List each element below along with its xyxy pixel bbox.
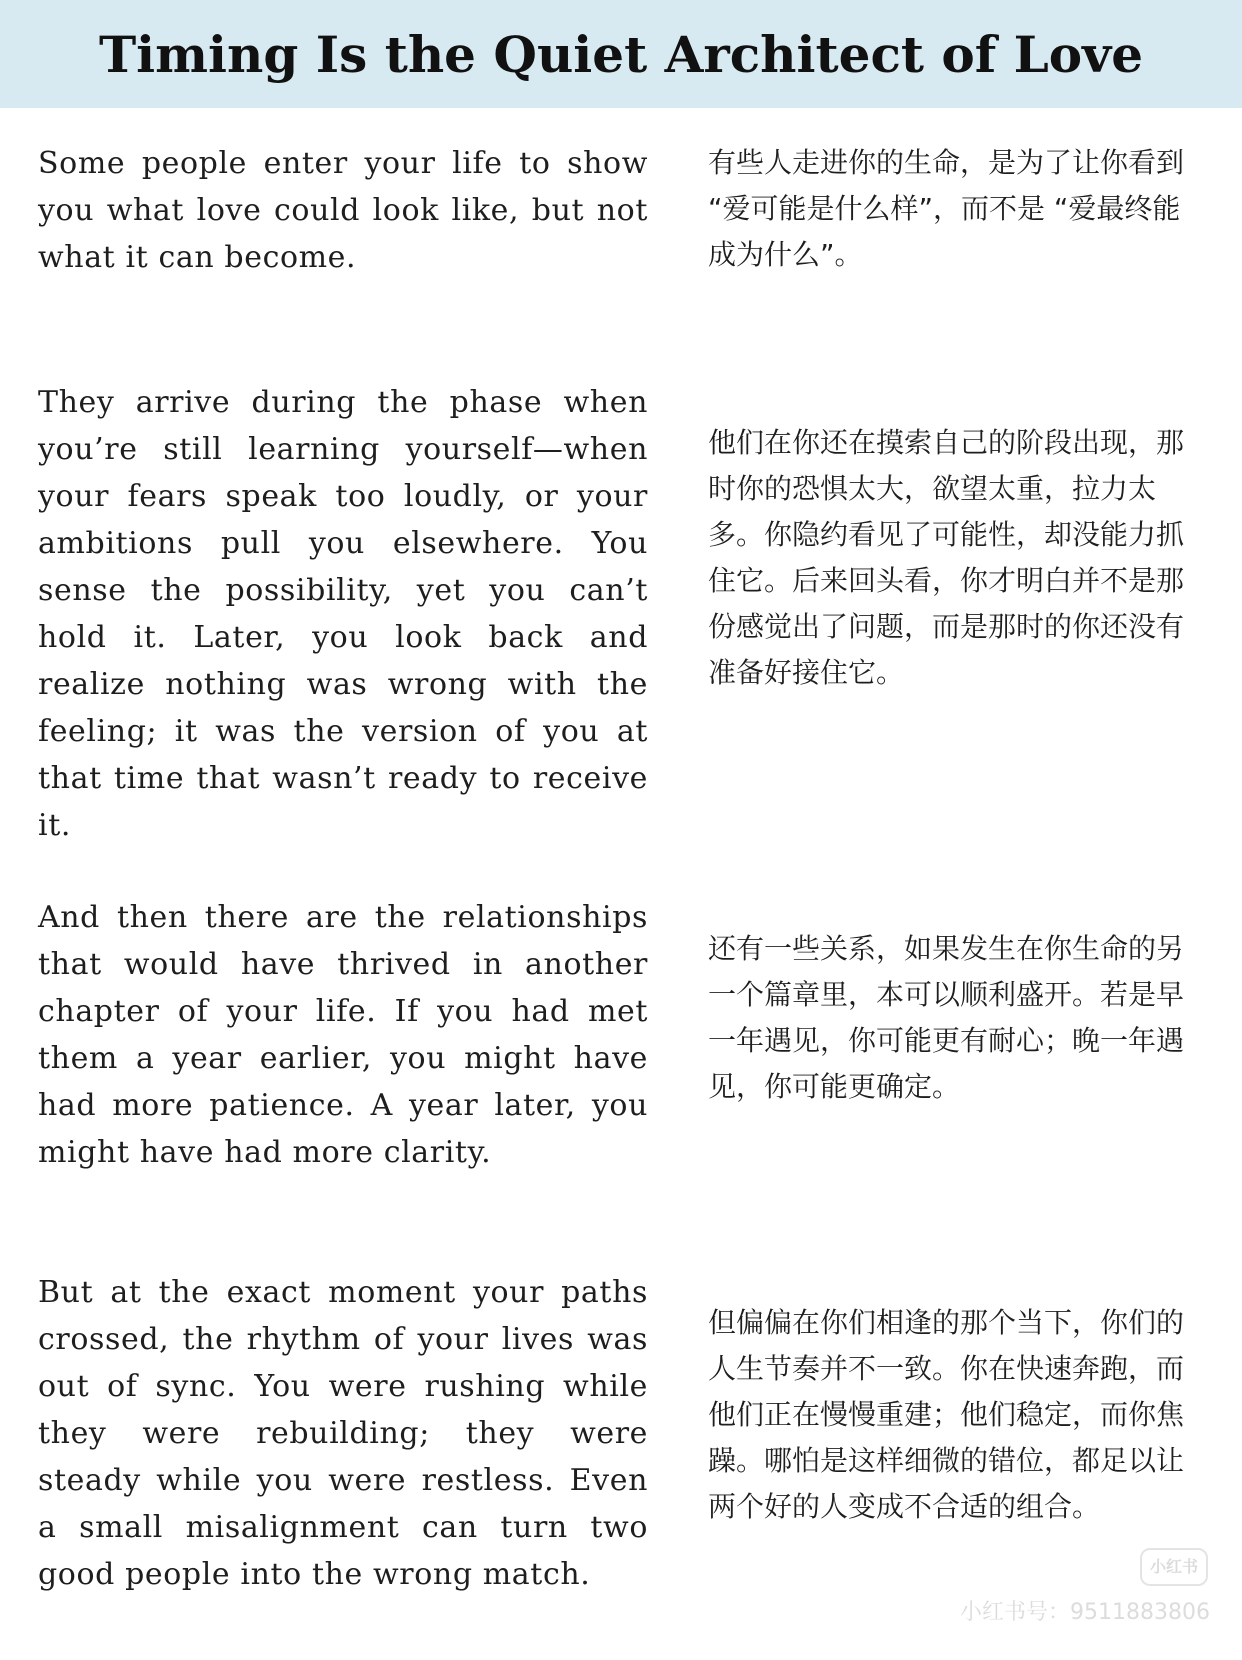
watermark-logo: 小红书 xyxy=(1140,1548,1208,1586)
paragraph-1-english: Some people enter your life to show you what love could look like, but not what it can become. xyxy=(38,146,648,275)
paragraph-4-chinese: 但偏偏在你们相逢的那个当下，你们的人生节奏并不一致。你在快速奔跑，而他们正在慢慢重建；他们稳定，而你焦躁。哪怕是这样细微的错位，都足以让两个好的人变成不合适的组合。 xyxy=(708,1306,1185,1523)
paragraph-2-english: They arrive during the phase when you’re still learning yourself—when your fears speak too loudly, or your ambitions pull you elsewhere. You sense the possibility, yet you can’t hold it. Later, you look back and realize nothing was wrong with the feeling; it was the version of you at that time that wasn’t ready to receive it. xyxy=(38,385,648,843)
page-title: Timing Is the Quiet Architect of Love xyxy=(98,25,1144,84)
paragraph-4-english: But at the exact moment your paths crossed, the rhythm of your lives was out of sync. You were rushing while they were rebuilding; they were steady while you were restless. Even a small misalignment can turn two good people into the wrong match. xyxy=(38,1275,648,1592)
paragraph-1-chinese: 有些人走进你的生命，是为了让你看到 “爱可能是什么样”，而不是 “爱最终能成为什么”。 xyxy=(708,146,1185,271)
paragraph-2-chinese: 他们在你还在摸索自己的阶段出现，那时你的恐惧太大，欲望太重，拉力太多。你隐约看见了可能性，却没能力抓住它。后来回头看，你才明白并不是那份感觉出了问题，而是那时的你还没有准备好接住它。 xyxy=(708,426,1185,689)
paragraph-3-english: And then there are the relationships that would have thrived in another chapter of your life. If you had met them a year earlier, you might have had more patience. A year later, you might have had more clarity. xyxy=(38,900,648,1170)
watermark-id: 小红书号：9511883806 xyxy=(960,1600,1210,1625)
paragraph-3-chinese: 还有一些关系，如果发生在你生命的另一个篇章里，本可以顺利盛开。若是早一年遇见，你可能更有耐心；晚一年遇见，你可能更确定。 xyxy=(708,932,1185,1103)
title-banner xyxy=(0,0,1242,108)
